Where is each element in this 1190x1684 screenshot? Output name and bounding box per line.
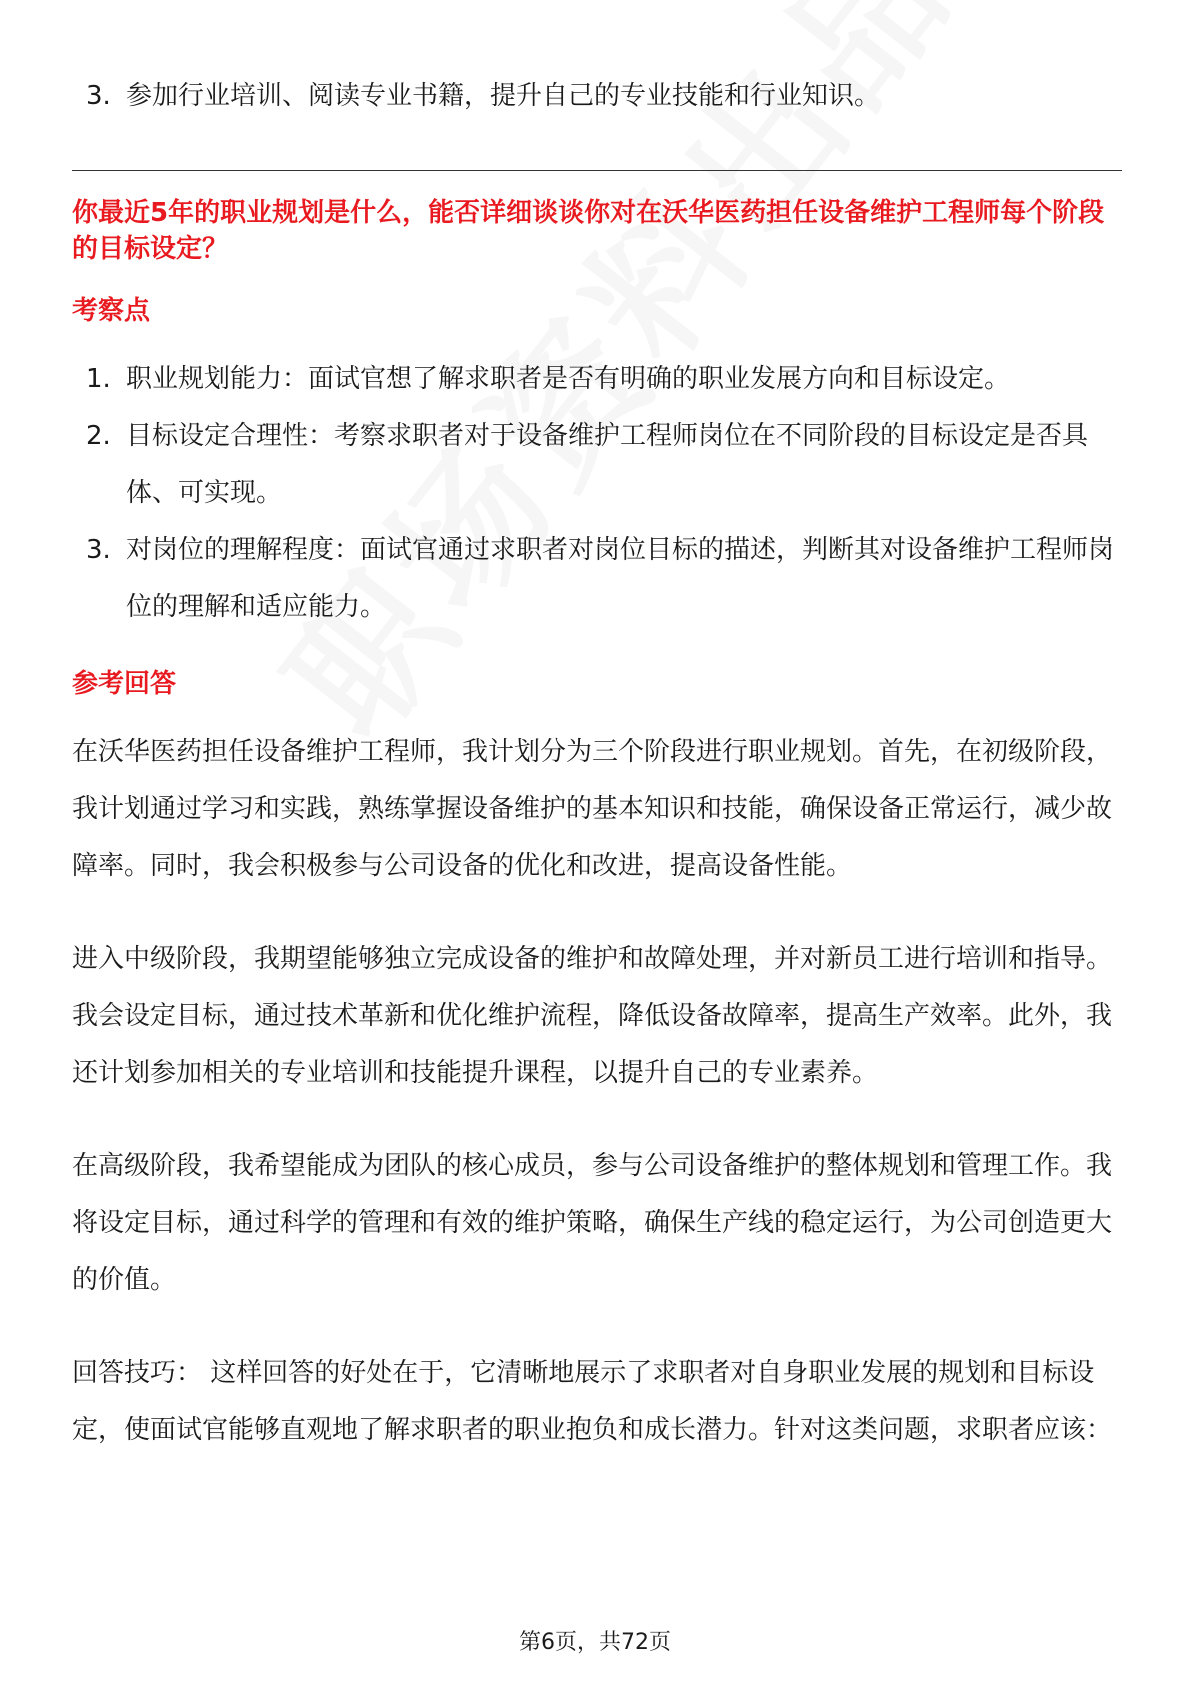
- document-page: [72, 70, 1122, 1459]
- list-number: 1.: [86, 364, 111, 394]
- check-points-heading: 考察点: [72, 296, 151, 326]
- list-item: [72, 351, 1122, 408]
- list-text: 职业规划能力：面试官想了解求职者是否有明确的职业发展方向和目标设定。: [126, 364, 1011, 394]
- intro-list-item: [72, 70, 1122, 122]
- answer-paragraph: 进入中级阶段，我期望能够独立完成设备的维护和故障处理，并对新员工进行培训和指导。我会设定目标，通过技术革新和优化维护流程，降低设备故障率，提高生产效率。此外，我还计划参加相关的专业培训和技能提升课程，以提升自己的专业素养。: [72, 944, 1113, 1088]
- list-text: 参加行业培训、阅读专业书籍，提升自己的专业技能和行业知识。: [126, 81, 881, 111]
- list-number: 3.: [86, 535, 111, 565]
- list-item: [72, 522, 1122, 636]
- list-number: 2.: [86, 421, 111, 451]
- list-number: 3.: [86, 81, 111, 111]
- list-item: [72, 408, 1122, 522]
- answer-paragraph: 在沃华医药担任设备维护工程师，我计划分为三个阶段进行职业规划。首先，在初级阶段，我计划通过学习和实践，熟练掌握设备维护的基本知识和技能，确保设备正常运行，减少故障率。同时，我会积极参与公司设备的优化和改进，提高设备性能。: [72, 737, 1113, 881]
- list-text: 对岗位的理解程度：面试官通过求职者对岗位目标的描述，判断其对设备维护工程师岗位的理解和适应能力。: [126, 535, 1115, 622]
- question-heading: 你最近5年的职业规划是什么，能否详细谈谈你对在沃华医药担任设备维护工程师每个阶段的目标设定？: [72, 198, 1105, 264]
- page-indicator: 第6页，共72页: [519, 1630, 671, 1655]
- section-divider: [72, 170, 1122, 171]
- check-points-list: [72, 351, 1122, 636]
- answer-tips-paragraph: 回答技巧： 这样回答的好处在于，它清晰地展示了求职者对自身职业发展的规划和目标设定，使面试官能够直观地了解求职者的职业抱负和成长潜力。针对这类问题，求职者应该：: [72, 1358, 1113, 1445]
- reference-answer-heading: 参考回答: [72, 669, 177, 699]
- answer-paragraph: 在高级阶段，我希望能成为团队的核心成员，参与公司设备维护的整体规划和管理工作。我将设定目标，通过科学的管理和有效的维护策略，确保生产线的稳定运行，为公司创造更大的价值。: [72, 1151, 1113, 1295]
- list-text: 目标设定合理性：考察求职者对于设备维护工程师岗位在不同阶段的目标设定是否具体、可实现。: [126, 421, 1089, 508]
